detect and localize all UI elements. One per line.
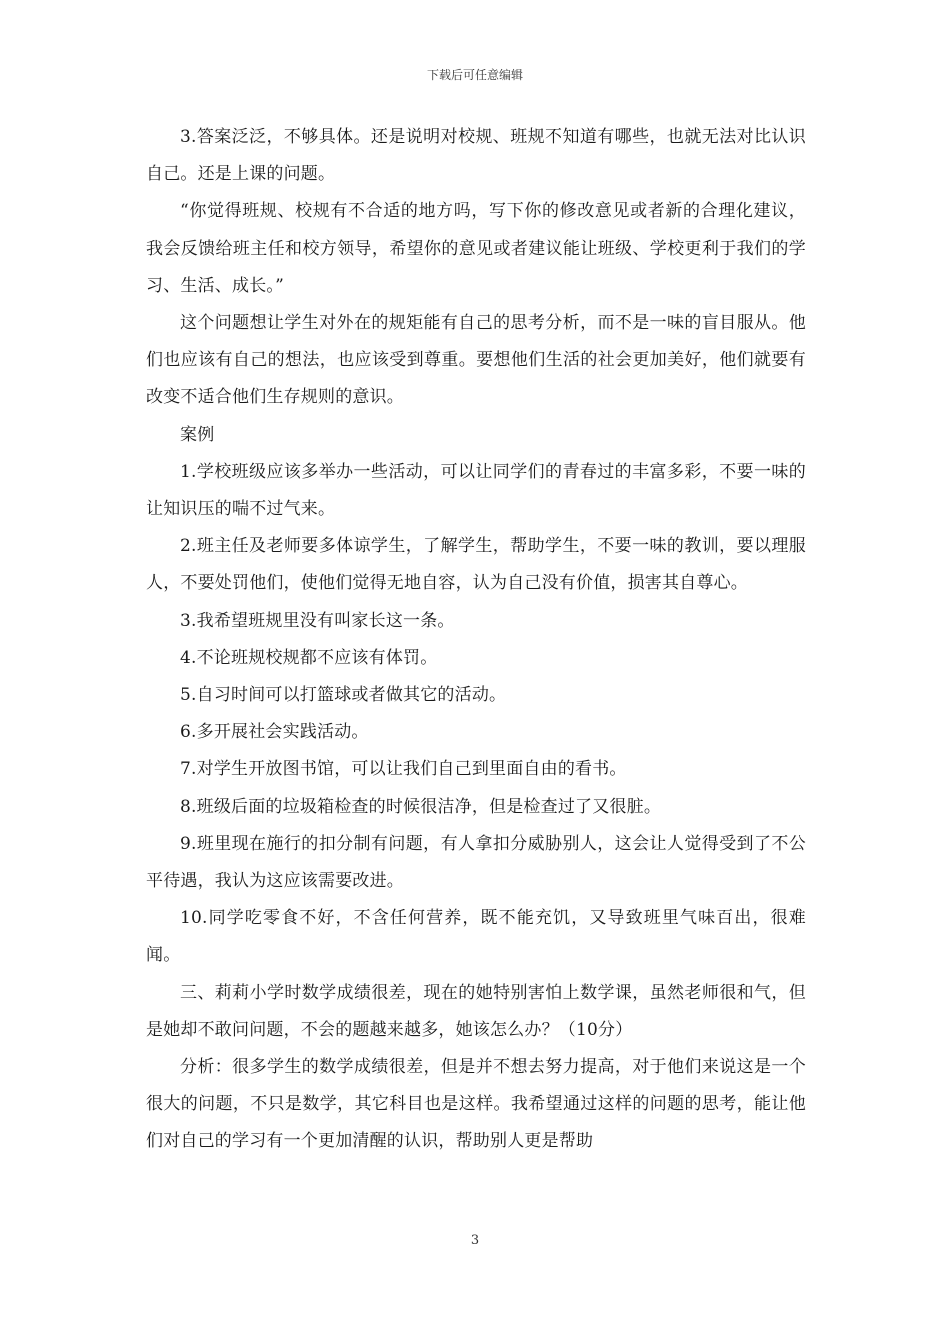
case-item-4: 4.不论班规校规都不应该有体罚。	[180, 647, 438, 668]
paragraph-answer-3: 3.答案泛泛，不够具体。还是说明对校规、班规不知道有哪些，也就无法对比认识自己。还是上课的问题。	[146, 127, 806, 185]
case-item-9: 9.班里现在施行的扣分制有问题，有人拿扣分威胁别人，这会让人觉得受到了不公平待遇，我认为这应该需要改进。	[146, 833, 806, 892]
paragraph-case-heading: 案例	[180, 424, 215, 445]
case-item-1: 1.学校班级应该多举办一些活动，可以让同学们的青春过的丰富多彩，不要一味的让知识压的喘不过气来。	[146, 461, 806, 520]
case-item-10: 10.同学吃零食不好，不含任何营养，既不能充饥，又导致班里气味百出，很难闻。	[146, 908, 806, 966]
paragraph-question-3: 三、莉莉小学时数学成绩很差，现在的她特别害怕上数学课，虽然老师很和气，但是她却不敢问问题，不会的题越来越多，她该怎么办？（10分）	[146, 982, 806, 1040]
paragraph-question-quote: “你觉得班规、校规有不合适的地方吗，写下你的修改意见或者新的合理化建议，我会反馈给班主任和校方领导，希望你的意见或者建议能让班级、学校更利于我们的学习、生活、成长。”	[146, 201, 806, 296]
case-item-5: 5.自习时间可以打篮球或者做其它的活动。	[180, 685, 507, 706]
page-header: 下载后可任意编辑	[426, 68, 523, 82]
case-item-6: 6.多开展社会实践活动。	[180, 722, 369, 743]
paragraph-analysis: 分析：很多学生的数学成绩很差，但是并不想去努力提高，对于他们来说这是一个很大的问题，不只是数学，其它科目也是这样。我希望通过这样的问题的思考，能让他们对自己的学习有一个更加清醒的认识，帮助别人更是帮助	[146, 1057, 806, 1152]
case-item-8: 8.班级后面的垃圾箱检查的时候很洁净，但是检查过了又很脏。	[180, 796, 662, 817]
page-number: 3	[470, 1233, 480, 1248]
paragraph-question-intent: 这个问题想让学生对外在的规矩能有自己的思考分析，而不是一味的盲目服从。他们也应该有自己的想法，也应该受到尊重。要想他们生活的社会更加美好，他们就要有改变不适合他们生存规则的意识。	[146, 313, 806, 408]
case-item-2: 2.班主任及老师要多体谅学生，了解学生，帮助学生，不要一味的教训，要以理服人，不要处罚他们，使他们觉得无地自容，认为自己没有价值，损害其自尊心。	[146, 536, 806, 594]
document-body	[146, 119, 806, 1161]
case-item-7: 7.对学生开放图书馆，可以让我们自己到里面自由的看书。	[180, 759, 627, 780]
case-item-3: 3.我希望班规里没有叫家长这一条。	[180, 610, 455, 631]
